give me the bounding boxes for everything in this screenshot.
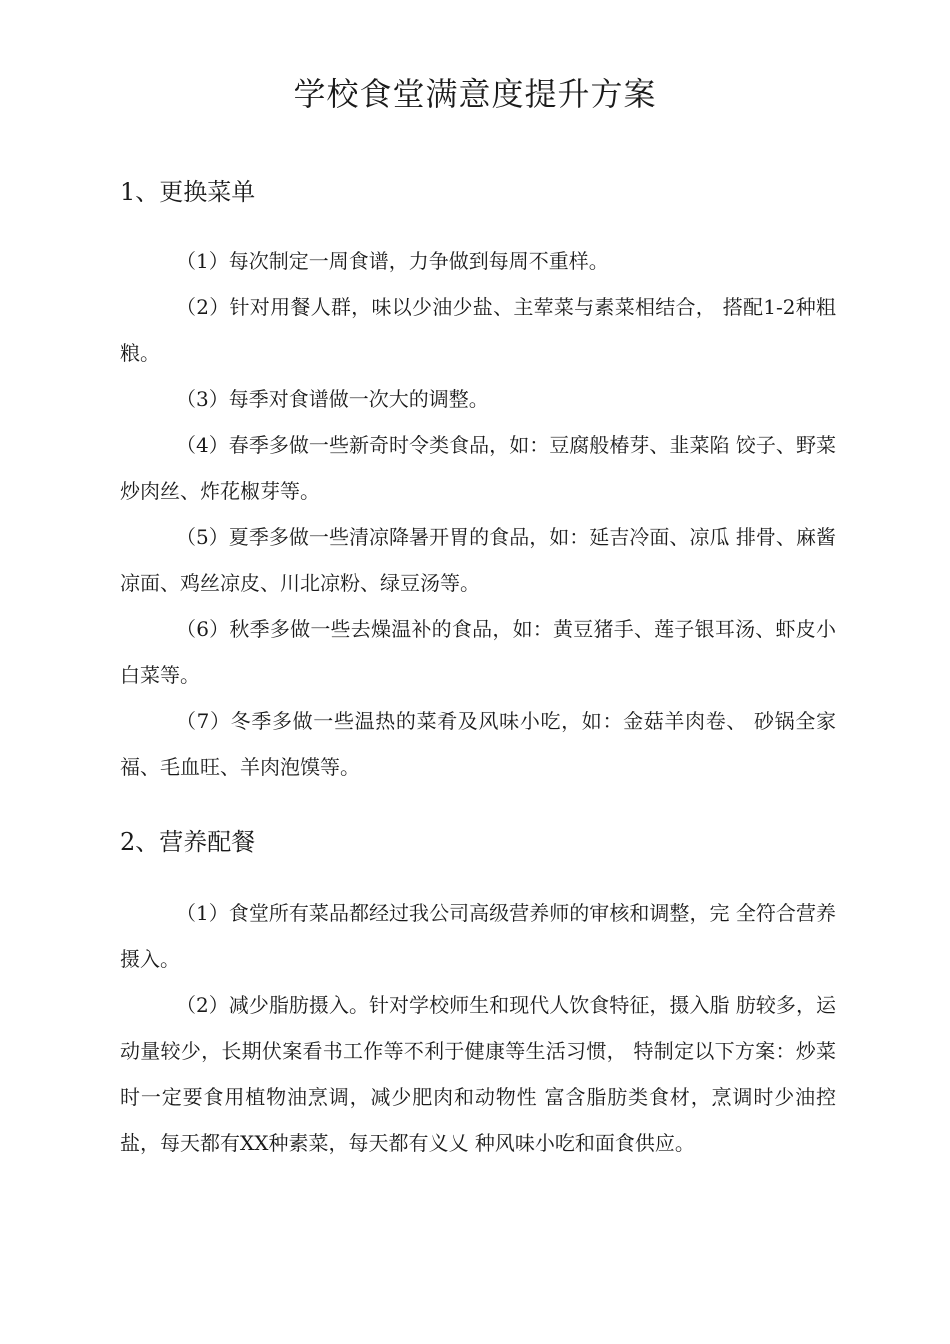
section-heading-menu: 1、更换菜单: [120, 178, 256, 206]
paragraph: （3）每季对食谱做一次大的调整。: [176, 387, 489, 411]
paragraph: （5）夏季多做一些清凉降暑开胃的食品，如：延吉冷面、凉瓜 排骨、麻酱凉面、鸡丝凉皮、川北凉粉、绿豆汤等。: [120, 525, 836, 595]
paragraph: （2）减少脂肪摄入。针对学校师生和现代人饮食特征，摄入脂 肪较多，运动量较少，长期伏案看书工作等不利于健康等生活习惯， 特制定以下方案：炒菜时一定要食用植物油烹调，减少肥肉和动物性 富含脂肪类食材，烹调时少油控盐，每天都有XX种素菜，每天都有义乂 种风味小吃和面食供应。: [120, 993, 836, 1155]
paragraph: （4）春季多做一些新奇时令类食品，如：豆腐般椿芽、韭菜陷 饺子、野菜炒肉丝、炸花椒芽等。: [120, 433, 836, 503]
paragraph: （6）秋季多做一些去燥温补的食品，如：黄豆猪手、莲子银耳汤、虾皮小白菜等。: [120, 617, 836, 687]
paragraph: （7）冬季多做一些温热的菜肴及风味小吃，如：金菇羊肉卷、 砂锅全家福、毛血旺、羊肉泡馍等。: [120, 709, 836, 779]
paragraph: （1）食堂所有菜品都经过我公司高级营养师的审核和调整，完 全符合营养摄入。: [120, 901, 836, 971]
paragraph: （2）针对用餐人群，味以少油少盐、主荤菜与素菜相结合， 搭配1-2种粗粮。: [120, 295, 836, 365]
document-title: 学校食堂满意度提升方案: [293, 75, 657, 113]
section-heading-nutrition: 2、营养配餐: [120, 828, 256, 856]
paragraph: （1）每次制定一周食谱，力争做到每周不重样。: [176, 249, 609, 273]
